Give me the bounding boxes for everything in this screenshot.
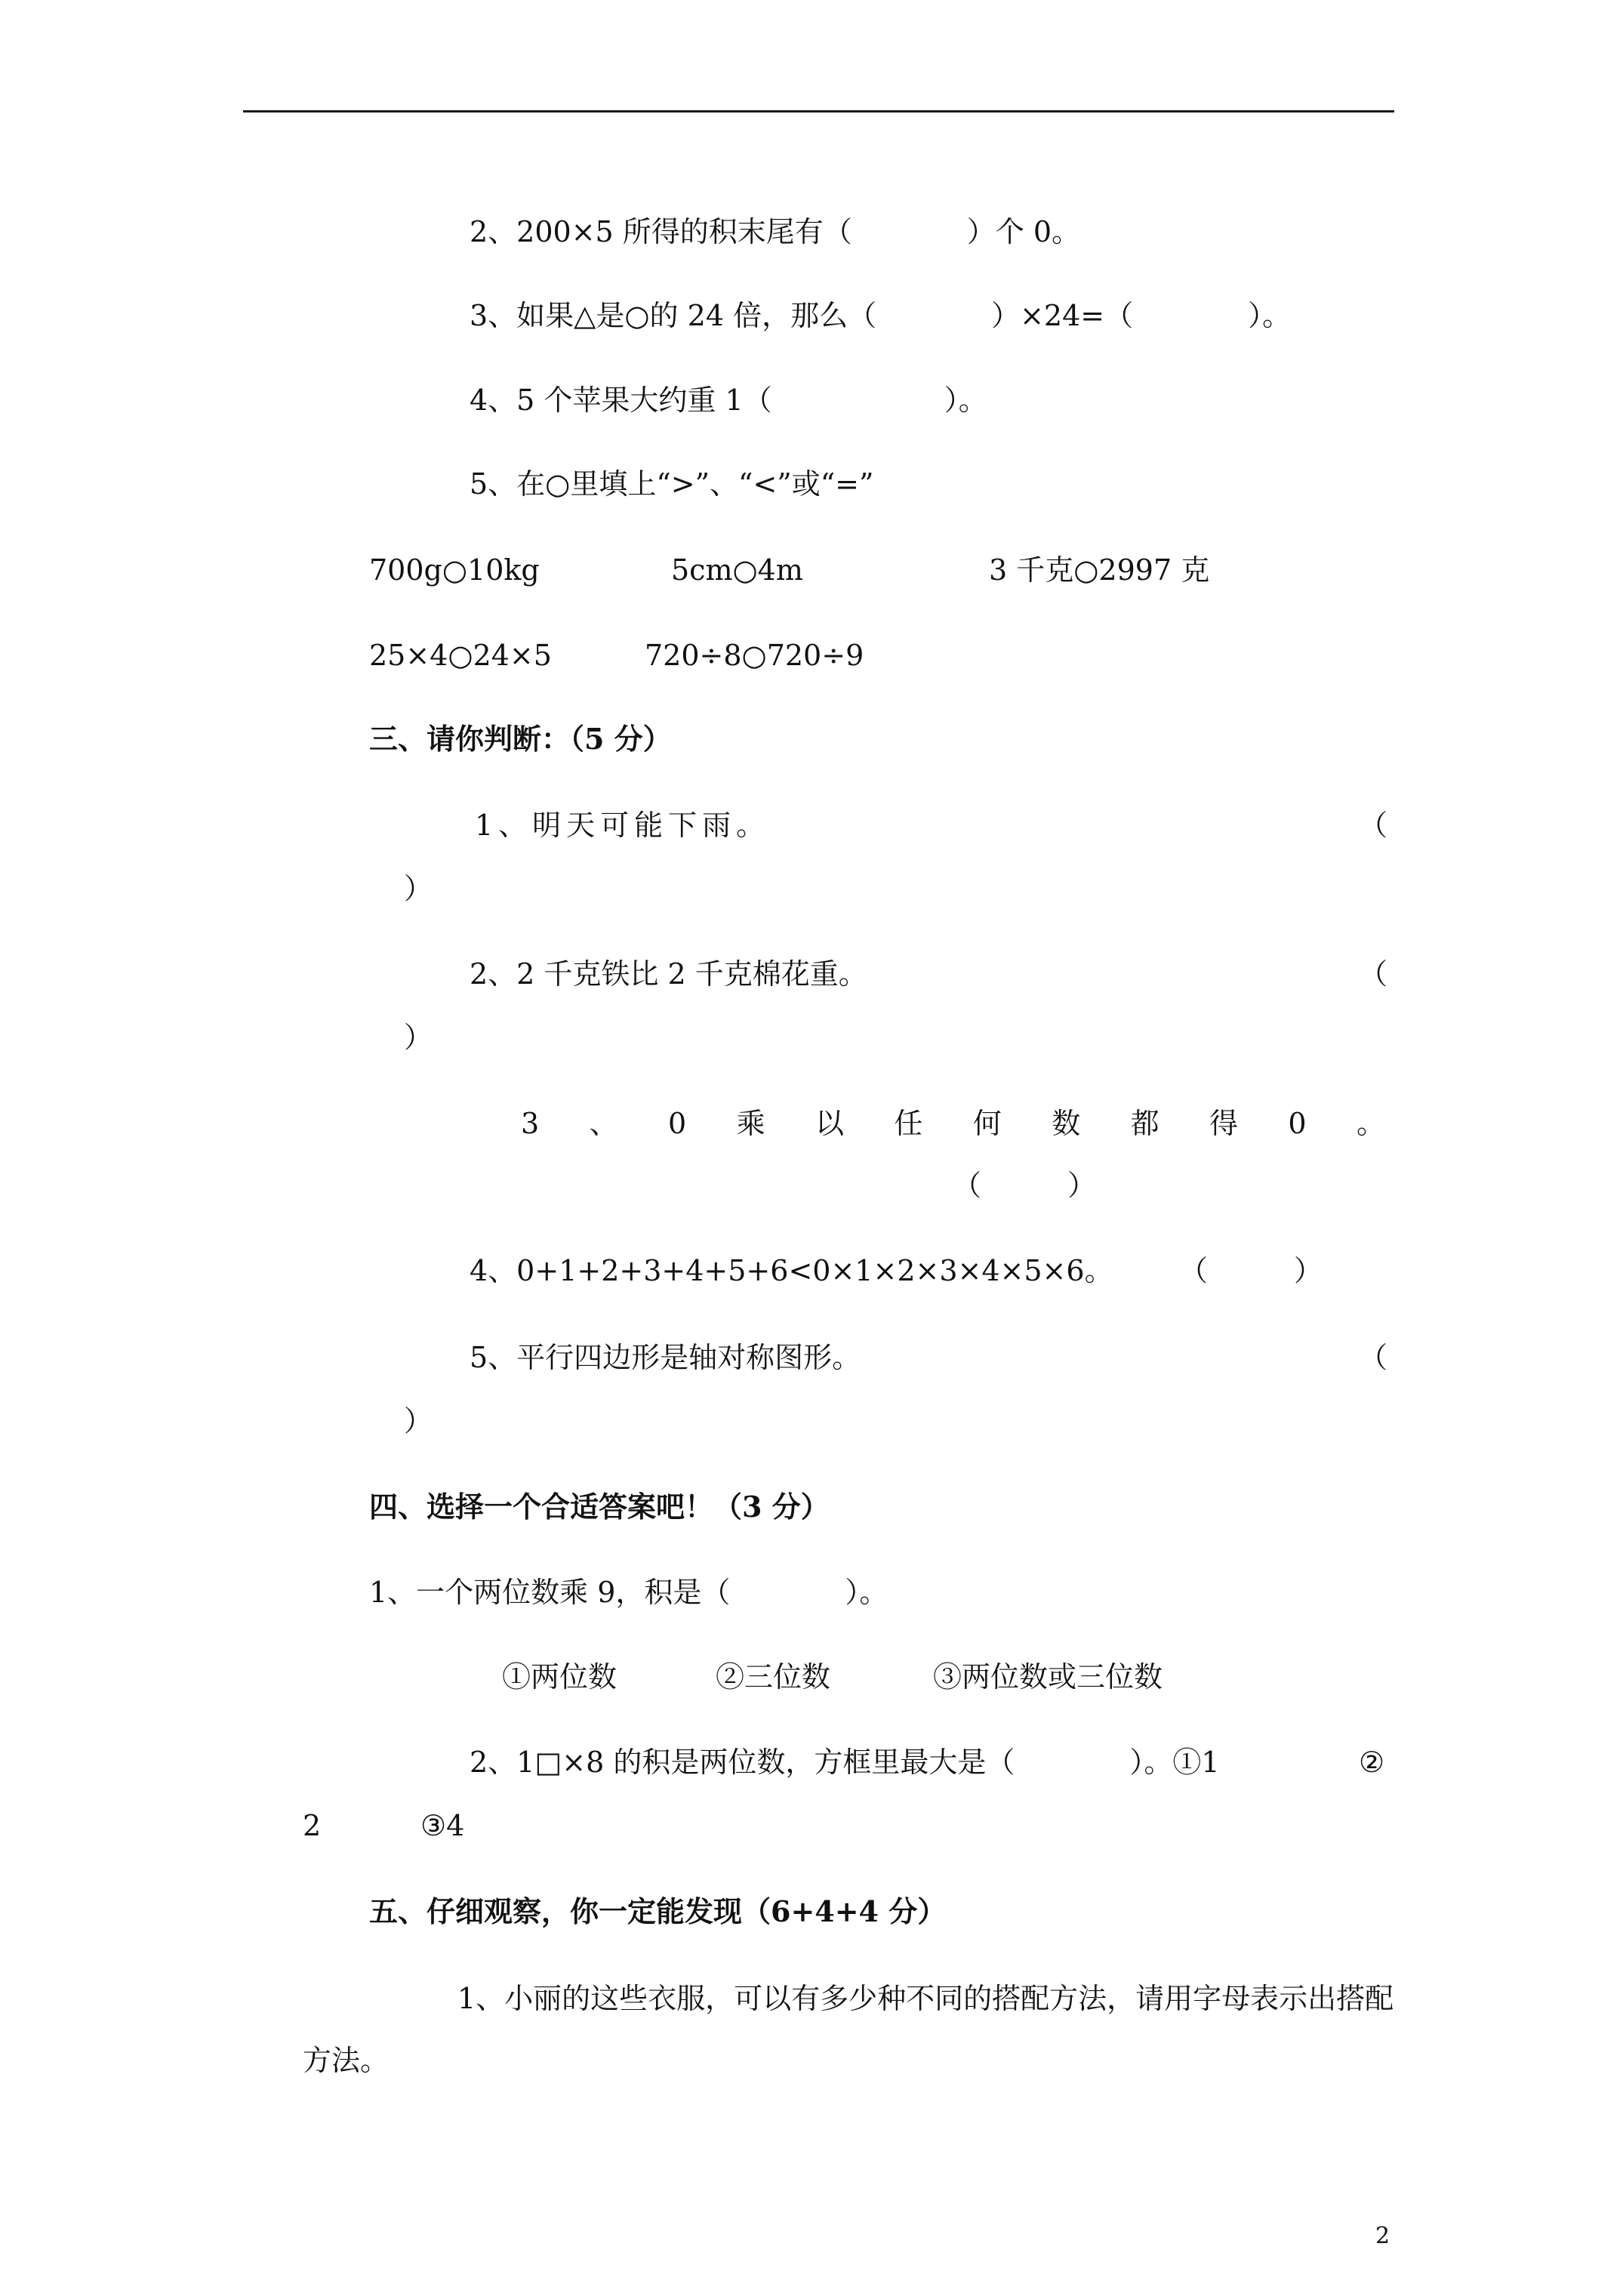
justified-char: 都 [1130, 1107, 1160, 1140]
compare-item-e: 720÷8○720÷9 [645, 639, 864, 672]
choice-question-1-option-1: ①两位数 [502, 1660, 617, 1693]
choice-question-1-option-2: ②三位数 [716, 1660, 831, 1693]
header-rule [243, 110, 1394, 112]
fill-in-question-2: 2、200×5 所得的积末尾有（ ）个 0。 [470, 215, 1081, 248]
compare-item-d: 25×4○24×5 [369, 639, 552, 672]
observe-question-1-line-1: 1、小丽的这些衣服，可以有多少种不同的搭配方法，请用字母表示出搭配 [457, 1982, 1394, 2015]
choice-question-2-option-2-value: 2 [303, 1809, 322, 1842]
judge-question-1-open-paren: （ [1359, 809, 1388, 842]
judge-question-1: 1、明天可能下雨。 [475, 809, 771, 842]
justified-char: 得 [1209, 1107, 1239, 1140]
judge-question-3 [521, 1105, 1385, 1142]
choice-question-2: 2、1□×8 的积是两位数，方框里最大是（ ）。①1 [470, 1746, 1220, 1779]
choice-question-1-option-3: ③两位数或三位数 [933, 1660, 1163, 1693]
judge-question-5: 5、平行四边形是轴对称图形。 [470, 1341, 861, 1374]
justified-char: 乘 [736, 1107, 765, 1140]
judge-question-3-blank: （ ） [953, 1169, 1097, 1202]
judge-question-2: 2、2 千克铁比 2 千克棉花重。 [470, 957, 867, 991]
justified-char: 以 [815, 1107, 844, 1140]
judge-question-2-open-paren: （ [1359, 957, 1388, 991]
justified-char: 、 [589, 1107, 618, 1140]
judge-question-4-blank: （ ） [1179, 1254, 1323, 1287]
section-4-heading: 四、选择一个合适答案吧！（3 分） [369, 1490, 830, 1524]
judge-question-2-close-paren: ） [404, 1021, 433, 1054]
justified-char: 3 [521, 1107, 540, 1140]
judge-question-5-close-paren: ） [404, 1404, 433, 1438]
fill-in-question-5: 5、在○里填上“>”、“<”或“=” [470, 467, 874, 501]
compare-item-c: 3 千克○2997 克 [989, 553, 1210, 587]
observe-question-1-line-2: 方法。 [303, 2044, 390, 2077]
judge-question-4: 4、0+1+2+3+4+5+6<0×1×2×3×4×5×6。 [470, 1254, 1113, 1287]
choice-question-1: 1、一个两位数乘 9，积是（ ）。 [369, 1576, 888, 1609]
justified-char: 数 [1052, 1107, 1081, 1140]
justified-char: 何 [972, 1107, 1002, 1140]
section-3-heading: 三、请你判断：（5 分） [369, 722, 672, 756]
judge-question-1-close-paren: ） [404, 872, 433, 905]
compare-item-b: 5cm○4m [671, 553, 803, 587]
justified-char: 。 [1356, 1107, 1385, 1140]
justified-char: 任 [894, 1107, 923, 1140]
fill-in-question-4: 4、5 个苹果大约重 1（ ）。 [470, 384, 987, 417]
judge-question-5-open-paren: （ [1359, 1341, 1388, 1374]
compare-item-a: 700g○10kg [369, 553, 540, 587]
fill-in-question-3: 3、如果△是○的 24 倍，那么（ ）×24=（ ）。 [470, 299, 1292, 332]
justified-char: 0 [667, 1107, 687, 1140]
justified-char: 0 [1288, 1107, 1307, 1140]
choice-question-2-option-2-mark: ② [1359, 1746, 1385, 1779]
choice-question-2-option-3: ③4 [420, 1809, 465, 1842]
section-5-heading: 五、仔细观察，你一定能发现（6+4+4 分） [369, 1894, 947, 1928]
page-number: 2 [1375, 2223, 1390, 2249]
